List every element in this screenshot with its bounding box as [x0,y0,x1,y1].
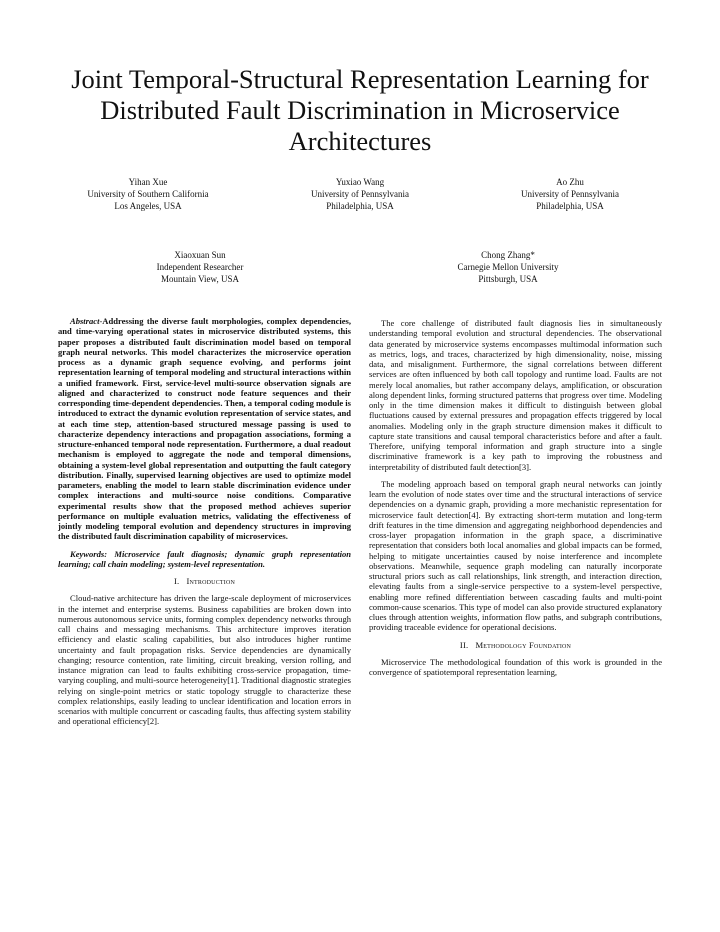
section-heading-methodology [369,640,662,650]
author-block-1 [28,176,268,212]
intro-paragraph-2: The core challenge of distributed fault diagnosis lies in simultaneously understanding temporal evolution and structural dependencies. The observational data generated by microservice systems encompasses multimodal information such as metrics, logs, and traces, characterized by high dimensionality, noise, missing data, and misalignment. Furthermore, the signal correlations between different services are often influenced by both call topology and runtime load. Faults are not merely local anomalies, but rather accompany delays, amplification, or obscuration along dependent links, forming structured patterns that progress over time. Modeling only in the time dimension makes it difficult to distinguish between global fluctuations caused by external pressures and propagation effects triggered by local anomalies. Modeling only in the graph structure dimension makes it difficult to capture state transitions and causal temporal characteristics before and after a fault. Therefore, unifying temporal information and graph structure into a single discriminative framework is a key path to improving the robustness and interpretability of distributed fault detection[3]. [369,318,662,472]
right-column-flow [369,318,662,684]
section-title: Introduction [186,576,236,586]
author-name: Ao Zhu [556,177,584,187]
author-name: Chong Zhang* [481,250,535,260]
author-affiliation: Carnegie Mellon University [457,262,559,272]
method-paragraph-1: Microservice The methodological foundation of this work is grounded in the convergence of spatiotemporal representation learning, [369,656,662,677]
author-affiliation: University of Pennsylvania [311,189,409,199]
abstract-label: Abstract- [70,316,103,326]
author-block-5 [388,249,628,285]
section-title: Methodology Foundation [475,639,572,650]
author-affiliation: Independent Researcher [156,262,244,272]
keywords: Keywords: Microservice fault diagnosis; dynamic graph representation learning; call chain modeling; system-level representation. [58,548,351,569]
author-affiliation: University of Southern California [87,189,209,199]
left-column [58,316,351,734]
author-name: Yuxiao Wang [335,177,385,187]
author-block-3 [450,176,690,212]
paper-title: Joint Temporal-Structural Representation Learning for Distributed Fault Discrimination in Microservice Architectures [71,64,649,156]
author-block-2 [240,176,480,212]
author-location: Philadelphia, USA [326,201,394,211]
abstract-text: Addressing the diverse fault morphologies, complex dependencies, and time-varying operational states in microservice distributed systems, this paper proposes a distributed fault discrimination model based on temporal graph neural networks. This model characterizes the microservice operation process as a dynamic graph sequence evolving, and performs joint representation learning of temporal modeling and structural interactions within a unified framework. First, service-level multi-source observation signals are aligned and characterized to construct node feature sequences and their corresponding time-dependent dependencies. Then, a temporal coding module is introduced to extract the dynamic evolution representation of service states, and at each time step, attention-based structured message passing is used to characterize dependency interactions and propagation associations, forming a structure-enhanced temporal node representation. Furthermore, a dual readout mechanism is employed to aggregate the node and temporal dimensions, obtaining a system-level global representation and outputting the fault category distribution. Finally, supervised learning objectives are used to optimize model parameters, enabling the model to learn stable discrimination evidence under complex interactions and multi-source noise conditions. Comparative experimental results show that the proposed method achieves superior performance on multiple evaluation metrics, validating the effectiveness of jointly modeling temporal evolution and dependency structures in improving the distributed fault discrimination capability of microservices. [58,316,351,542]
intro-paragraph-3: The modeling approach based on temporal graph neural networks can jointly learn the evolution of node states over time and the structural interactions of service dependencies on a dynamic graph, providing a more mechanistic representation for microservice fault detection[4]. By extracting short-term mutation and long-term drift features in the time dimension and aggregating neighborhood dependencies and cross-layer propagation information in the graph space, a discriminative representation that considers both local anomalies and global impacts can be formed, helping to mitigate uncertainties caused by noise interference and incomplete observations. Meanwhile, sequence graph modeling can naturally incorporate structural priors such as call relationships, link strength, and interaction direction, elevating faults from a single-service perspective to a system-level perspective, enabling more refined differentiation between cascading faults and multi-point common-cause scenarios. This type of model can also provide structured explanatory clues through attention weights, information flow paths, and subgraph contributions, providing traceable evidence for operational decisions. [369,478,662,633]
author-name: Yihan Xue [128,177,168,187]
author-name: Xiaoxuan Sun [174,250,226,260]
section-heading-introduction [58,576,351,586]
author-block-4 [80,249,320,285]
section-number: I. [173,576,180,586]
abstract [58,316,351,542]
author-location: Pittsburgh, USA [478,274,538,284]
author-location: Mountain View, USA [161,274,239,284]
author-affiliation: University of Pennsylvania [521,189,619,199]
author-location: Los Angeles, USA [114,201,182,211]
intro-paragraph-1: Cloud-native architecture has driven the large-scale deployment of microservices in the internet and enterprise systems. Business capabilities are broken down into numerous autonomous service units, forming complex dependency networks through call chains and messaging mechanisms. This architecture improves iteration efficiency and elastic scaling capabilities, but also introduces higher runtime uncertainty and fault propagation risks. Service dependencies are dynamically changing; resource contention, rate limiting, circuit breaking, version rolling, and instance migration can lead to faults exhibiting cross-service propagation, time-varying coupling, and multi-source heterogeneity[1]. Traditional diagnostic strategies relying on single-point metrics or static topology struggle to characterize these complex relationships, easily leading to unclear identification and location errors in scenarios with multiple concurrent or cascading faults, thus affecting system stability and operational efficiency[2]. [58,593,351,727]
section-number: II. [459,639,469,650]
author-location: Philadelphia, USA [536,201,604,211]
